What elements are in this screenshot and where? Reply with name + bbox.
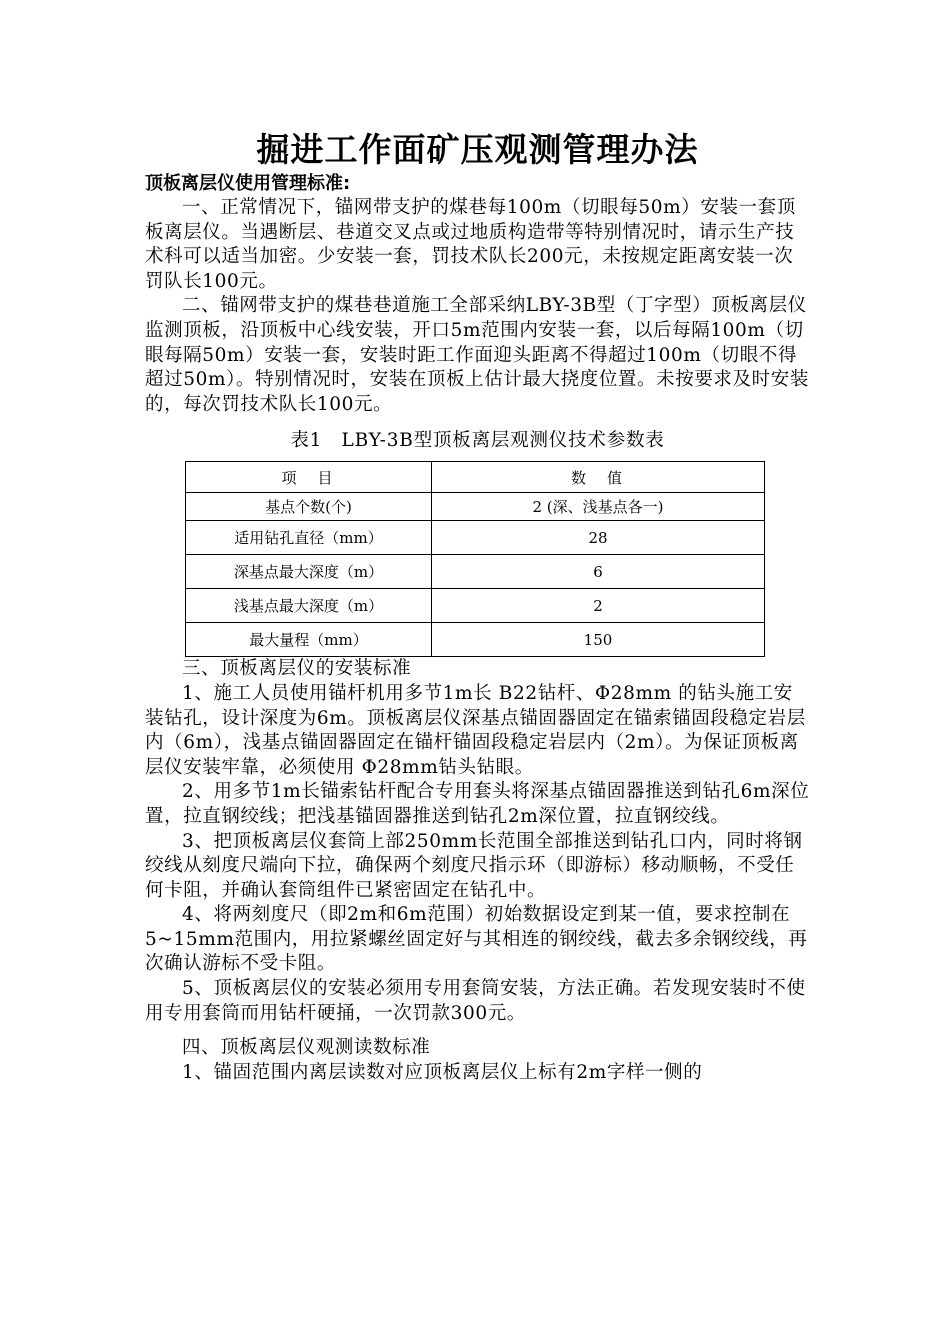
table-cell-value: 150 — [432, 623, 765, 657]
document-page — [145, 128, 810, 1085]
paragraph-rule-2: 二、锚网带支护的煤巷巷道施工全部采纳LBY-3B型（丁字型）顶板离层仪监测顶板，沿顶板中心线安装，开口5m范围内安装一套，以后每隔100m（切眼每隔50m）安装一套，安装时距工作面迎头距离不得超过100m（切眼不得超过50m）。特别情况时，安装在顶板上估计最大挠度位置。未按要求及时安装的，每次罚技术队长100元。 — [145, 295, 809, 415]
parameter-table — [185, 461, 765, 657]
table-cell-item: 适用钻孔直径（mm） — [186, 521, 432, 555]
table-cell-value: 28 — [432, 521, 765, 555]
section-4-item-1: 1、锚固范围内离层读数对应顶板离层仪上标有2m字样一侧的 — [182, 1061, 703, 1083]
section-3-item-4: 4、将两刻度尺（即2m和6m范围）初始数据设定到某一值，要求控制在5~15mm范围内，用拉紧螺丝固定好与其相连的钢绞线，截去多余钢绞线，再次确认游标不受卡阻。 — [145, 904, 808, 975]
section-heading: 顶板离层仪使用管理标准: — [145, 173, 351, 194]
table-cell-value: 2 — [432, 589, 765, 623]
table-row — [186, 555, 765, 589]
section-3-item-1: 1、施工人员使用锚杆机用多节1m长 B22钻杆、Φ28mm 的钻头施工安装钻孔，设计深度为6m。顶板离层仪深基点锚固器固定在锚索锚固段稳定岩层内（6m），浅基点锚固器固定在锚杆锚固段稳定岩层内（2m）。为保证顶板离层仪安装牢靠，必须使用 Φ28mm钻头钻眼。 — [145, 682, 806, 778]
section-3-item-5: 5、顶板离层仪的安装必须用专用套筒安装，方法正确。若发现安装时不使用专用套筒而用钻杆硬捅，一次罚款300元。 — [145, 978, 806, 1024]
table-cell-value: 6 — [432, 555, 765, 589]
table-caption: 表1 LBY-3B型顶板离层观测仪技术参数表 — [290, 430, 665, 452]
table-header-cell: 项 目 — [186, 462, 432, 493]
section-3-heading: 三、顶板离层仪的安装标准 — [182, 658, 412, 680]
table-row — [186, 589, 765, 623]
section-3-item-3: 3、把顶板离层仪套筒上部250mm长范围全部推送到钻孔口内，同时将钢绞线从刻度尺端向下拉，确保两个刻度尺指示环（即游标）移动顺畅，不受任何卡阻，并确认套筒组件已紧密固定在钻孔中。 — [145, 830, 803, 901]
section-4-heading: 四、顶板离层仪观测读数标准 — [182, 1037, 431, 1059]
table-row — [186, 623, 765, 657]
document-title: 掘进工作面矿压观测管理办法 — [256, 130, 699, 169]
table-header-row — [186, 462, 765, 493]
table-cell-item: 浅基点最大深度（m） — [186, 589, 432, 623]
paragraph-rule-1: 一、正常情况下，锚网带支护的煤巷每100m（切眼每50m）安装一套顶板离层仪。当遇断层、巷道交叉点或过地质构造带等特别情况时，请示生产技术科可以适当加密。少安装一套，罚技术队长200元，未按规定距离安装一次罚队长100元。 — [145, 197, 796, 292]
table-header-cell: 数 值 — [432, 462, 765, 493]
table-cell-item: 最大量程（mm） — [186, 623, 432, 657]
table-cell-item: 基点个数(个) — [186, 493, 432, 521]
table-row — [186, 521, 765, 555]
table-row — [186, 493, 765, 521]
table-cell-item: 深基点最大深度（m） — [186, 555, 432, 589]
table-cell-value: 2 (深、浅基点各一) — [432, 493, 765, 521]
section-3-item-2: 2、用多节1m长锚索钻杆配合专用套头将深基点锚固器推送到钻孔6m深位置，拉直钢绞线；把浅基锚固器推送到钻孔2m深位置，拉直钢绞线。 — [145, 781, 810, 827]
